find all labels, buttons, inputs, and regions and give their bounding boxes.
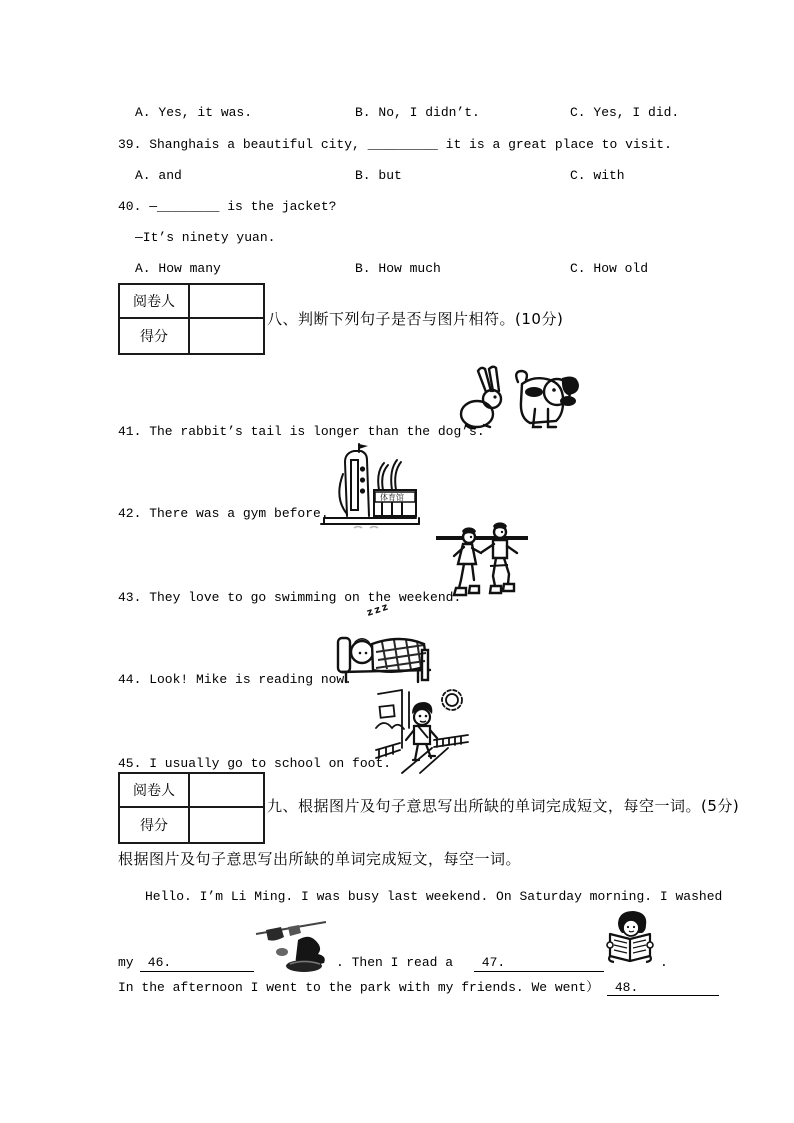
q40-option-a: A. How many — [135, 261, 221, 276]
q40-reply: —It’s ninety yuan. — [135, 230, 276, 245]
q44-text: 44. Look! Mike is reading now. — [118, 672, 353, 687]
q40-text: 40. —________ is the jacket? — [118, 199, 337, 214]
reviewer-value-cell[interactable] — [190, 774, 263, 808]
score-label: 得分 — [120, 319, 190, 353]
q40-option-b: B. How much — [355, 261, 441, 276]
q43-text: 43. They love to go swimming on the weekend. — [118, 590, 462, 605]
passage-line-2-middle: . Then I read a — [336, 955, 454, 970]
washing-clothes-image — [254, 918, 332, 974]
q38-option-a: A. Yes, it was. — [135, 105, 253, 120]
gym-sign-text: 体育馆 — [380, 493, 404, 502]
grader-box-1 — [118, 283, 265, 355]
q39-option-a: A. and — [135, 168, 182, 183]
passage-word-my: my — [118, 955, 134, 970]
q38-option-b: B. No, I didn’t. — [355, 105, 480, 120]
passage-line-3 — [118, 979, 719, 996]
q45-text: 45. I usually go to school on foot. — [118, 756, 392, 771]
section9-heading: 九、根据图片及句子意思写出所缺的单词完成短文，每空一词。(5分) — [267, 797, 740, 815]
q42-text: 42. There was a gym before. — [118, 506, 329, 521]
reading-boy-image — [604, 908, 657, 968]
passage-line-1: Hello. I’m Li Ming. I was busy last weekend. On Saturday morning. I washed — [145, 889, 723, 904]
section8-heading: 八、判断下列句子是否与图片相符。(10分) — [267, 310, 564, 328]
passage-line-2-end: . — [660, 955, 668, 970]
section9-instruction: 根据图片及句子意思写出所缺的单词完成短文，每空一词。 — [118, 850, 522, 868]
q39-option-b: B. but — [355, 168, 402, 183]
q40-option-c: C. How old — [570, 261, 649, 276]
score-value-cell[interactable] — [190, 319, 263, 353]
passage-line-3-text: In the afternoon I went to the park with my friends. We went） — [118, 980, 600, 995]
blank-48[interactable]: 48. — [607, 979, 719, 996]
reviewer-label: 阅卷人 — [120, 774, 190, 808]
q39-option-c: C. with — [570, 168, 625, 183]
q38-option-c: C. Yes, I did. — [570, 105, 680, 120]
gym-image — [316, 442, 422, 530]
sleep-zzz-text: zzz — [365, 601, 392, 619]
blank-47[interactable]: 47. — [474, 955, 604, 972]
score-label: 得分 — [120, 808, 190, 842]
grader-box-2 — [118, 772, 265, 844]
reviewer-label: 阅卷人 — [120, 285, 190, 319]
blank-46[interactable]: 46. — [140, 955, 254, 972]
q39-text: 39. Shanghais a beautiful city, _________ it is a great place to visit. — [118, 137, 672, 152]
q41-text: 41. The rabbit’s tail is longer than the dog’s. — [118, 424, 485, 439]
score-value-cell[interactable] — [190, 808, 263, 842]
reviewer-value-cell[interactable] — [190, 285, 263, 319]
